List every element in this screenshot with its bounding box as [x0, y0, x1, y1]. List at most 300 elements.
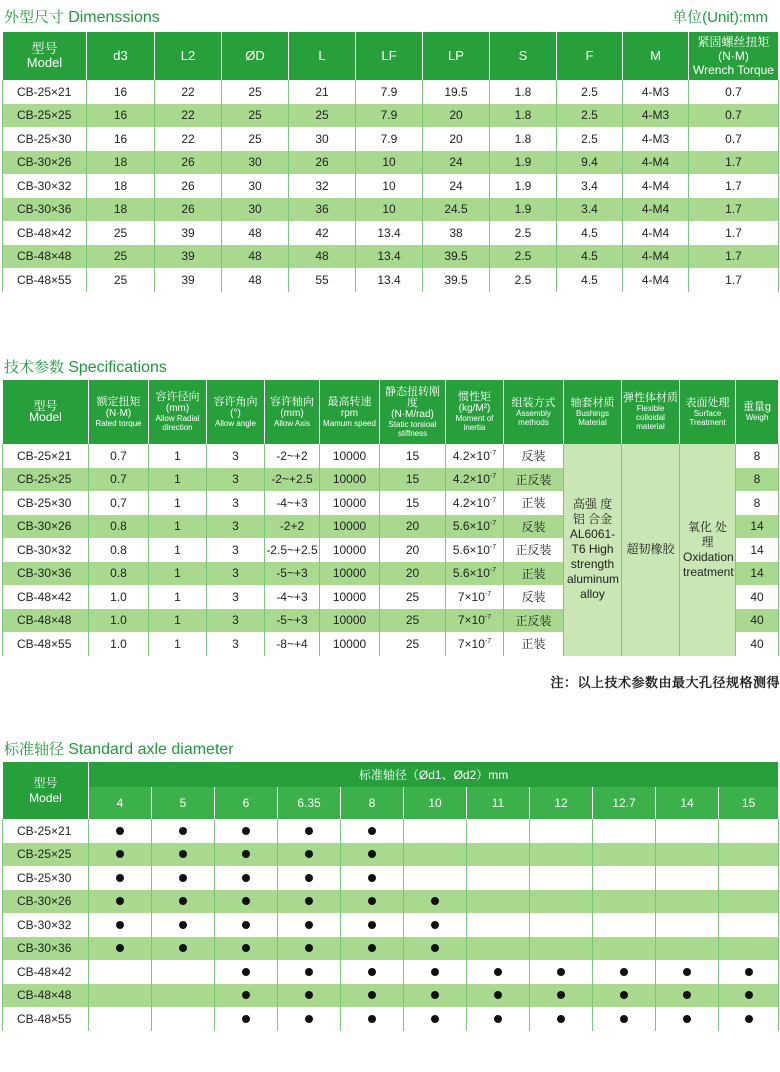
table-cell: 1.0 — [89, 632, 149, 656]
model-cell: CB-30×26 — [3, 890, 89, 914]
table-cell: 4.5 — [557, 221, 623, 245]
header-s: S — [490, 32, 557, 80]
available-dot-icon — [368, 968, 376, 976]
diameter-cell — [152, 843, 215, 867]
axle-header-model-cn: 型号 — [33, 775, 58, 790]
available-dot-icon — [745, 1015, 753, 1023]
inertia-value: 4.2×10 — [452, 448, 490, 463]
weight-cell: 8 — [736, 468, 779, 492]
table-cell: 2.5 — [490, 221, 557, 245]
diameter-cell — [467, 819, 530, 843]
diameter-cell — [530, 984, 593, 1008]
table-row — [3, 104, 779, 128]
diameter-cell — [278, 960, 341, 984]
table-cell: -5~+3 — [265, 562, 320, 586]
specs-header-en: Surface Treatment — [689, 408, 726, 427]
diameter-cell — [719, 1007, 779, 1031]
table-cell: 25 — [222, 80, 289, 104]
header-model-cn: 型号 — [31, 41, 58, 56]
diameter-cell — [152, 819, 215, 843]
diameter-cell — [278, 937, 341, 961]
available-dot-icon — [368, 874, 376, 882]
diameter-cell — [719, 937, 779, 961]
specs-header-cn: 容许径向 — [155, 391, 200, 403]
specs-header-5 — [320, 380, 380, 444]
table-cell: 42 — [289, 221, 356, 245]
table-cell: 7.9 — [356, 127, 423, 151]
table-row — [3, 221, 779, 245]
inertia-exponent: -7 — [489, 567, 497, 575]
table-cell: 1.8 — [490, 80, 557, 104]
specs-header-cn: 静态扭转刚度 — [385, 385, 440, 409]
specs-title-cn: 技术参数 — [4, 359, 65, 376]
inertia-exponent: -7 — [489, 543, 497, 551]
table-cell: 30 — [222, 174, 289, 198]
diameter-cell — [89, 890, 152, 914]
table-cell: 30 — [222, 198, 289, 222]
available-dot-icon — [116, 827, 124, 835]
table-cell: 48 — [222, 245, 289, 269]
inertia-exponent: -7 — [489, 496, 497, 504]
weight-cell: 14 — [736, 562, 779, 586]
table-row — [3, 245, 779, 269]
inertia-exponent: -7 — [489, 449, 497, 457]
table-cell: 正装 — [504, 632, 564, 656]
table-cell: 1.7 — [689, 198, 779, 222]
available-dot-icon — [431, 921, 439, 929]
available-dot-icon — [116, 897, 124, 905]
available-dot-icon — [431, 991, 439, 999]
diameter-cell — [152, 937, 215, 961]
available-dot-icon — [242, 921, 250, 929]
table-cell: 4.5 — [557, 245, 623, 269]
specs-header-cn: 容许轴向 — [270, 395, 314, 408]
table-cell: 3 — [207, 609, 265, 633]
table-cell: 1.7 — [689, 151, 779, 175]
specs-header-en: Allow angle — [215, 418, 256, 428]
header-torque-unit: (N·M) — [718, 49, 749, 63]
table-cell: 38 — [423, 221, 490, 245]
diameter-cell — [467, 843, 530, 867]
specs-header-cn: 额定扭矩 — [96, 395, 141, 408]
dimensions-table — [2, 32, 779, 292]
diameter-cell — [467, 890, 530, 914]
diameter-cell — [404, 866, 467, 890]
flexible-material-cell: 超韧橡胶 — [622, 444, 680, 656]
table-cell: 7.9 — [356, 80, 423, 104]
available-dot-icon — [179, 850, 187, 858]
available-dot-icon — [242, 874, 250, 882]
table-cell: 3 — [207, 632, 265, 656]
model-cell: CB-48×48 — [3, 609, 89, 633]
available-dot-icon — [431, 944, 439, 952]
table-cell: 1 — [149, 632, 207, 656]
model-cell: CB-48×42 — [3, 960, 89, 984]
axle-header-model-en: Model — [29, 790, 62, 805]
diameter-cell — [341, 937, 404, 961]
model-cell: CB-30×26 — [3, 151, 87, 175]
table-cell: 26 — [155, 198, 222, 222]
table-cell: 25 — [380, 632, 446, 656]
axle-table — [2, 762, 779, 1031]
table-cell: 1.0 — [89, 585, 149, 609]
table-cell: 1.7 — [689, 245, 779, 269]
model-cell: CB-25×25 — [3, 843, 89, 867]
available-dot-icon — [179, 827, 187, 835]
weight-cell: 8 — [736, 491, 779, 515]
diameter-cell — [656, 1007, 719, 1031]
table-cell: 25 — [87, 245, 155, 269]
diameter-cell — [719, 819, 779, 843]
table-cell: -2~+2 — [265, 444, 320, 468]
diameter-header: 4 — [89, 787, 152, 819]
table-cell: 24.5 — [423, 198, 490, 222]
table-cell: 25 — [380, 609, 446, 633]
diameter-cell — [467, 866, 530, 890]
available-dot-icon — [368, 1015, 376, 1023]
table-cell: 正反装 — [504, 538, 564, 562]
weight-cell: 40 — [736, 632, 779, 656]
available-dot-icon — [305, 968, 313, 976]
diameter-cell — [89, 866, 152, 890]
diameter-cell — [404, 937, 467, 961]
inertia-value: 7×10 — [457, 589, 485, 604]
diameter-cell — [656, 937, 719, 961]
diameter-cell — [341, 866, 404, 890]
available-dot-icon — [116, 850, 124, 858]
model-cell: CB-30×26 — [3, 515, 89, 539]
available-dot-icon — [494, 968, 502, 976]
table-cell: 2.5 — [557, 127, 623, 151]
specs-header-cn: 重量g — [742, 401, 772, 413]
diameter-cell — [593, 984, 656, 1008]
table-row — [3, 80, 779, 104]
table-cell: 0.7 — [689, 127, 779, 151]
table-cell: 3 — [207, 538, 265, 562]
inertia-value: 4.2×10 — [452, 472, 490, 487]
table-cell: 3 — [207, 562, 265, 586]
table-cell: 15 — [380, 444, 446, 468]
model-cell: CB-25×30 — [3, 127, 87, 151]
table-cell: 4-M4 — [623, 151, 689, 175]
model-cell: CB-25×25 — [3, 104, 87, 128]
table-cell: 7.9 — [356, 104, 423, 128]
table-cell: -2.5~+2.5 — [265, 538, 320, 562]
available-dot-icon — [305, 827, 313, 835]
available-dot-icon — [242, 968, 250, 976]
available-dot-icon — [431, 1015, 439, 1023]
diameter-cell — [719, 866, 779, 890]
diameter-header: 12.7 — [593, 787, 656, 819]
table-row — [3, 843, 779, 867]
diameter-cell — [152, 913, 215, 937]
available-dot-icon — [305, 897, 313, 905]
model-cell: CB-25×21 — [3, 444, 89, 468]
table-cell: 10000 — [320, 515, 380, 539]
diameter-cell — [530, 913, 593, 937]
weight-cell: 14 — [736, 538, 779, 562]
available-dot-icon — [620, 968, 628, 976]
diameter-cell — [278, 984, 341, 1008]
table-cell: -2+2 — [265, 515, 320, 539]
available-dot-icon — [179, 921, 187, 929]
diameter-cell — [278, 866, 341, 890]
table-cell: 21 — [289, 80, 356, 104]
table-cell: 20 — [423, 104, 490, 128]
available-dot-icon — [683, 1015, 691, 1023]
diameter-cell — [530, 866, 593, 890]
table-cell: 4-M4 — [623, 198, 689, 222]
diameter-cell — [404, 984, 467, 1008]
diameter-cell — [89, 1007, 152, 1031]
specs-header-unit: (mm) — [165, 403, 190, 414]
table-cell: 55 — [289, 268, 356, 292]
table-cell: 1 — [149, 515, 207, 539]
diameter-cell — [341, 1007, 404, 1031]
specs-header-4 — [265, 380, 320, 444]
table-cell — [446, 562, 504, 586]
diameter-cell — [593, 819, 656, 843]
diameter-cell — [278, 890, 341, 914]
specs-header-cn: 组装方式 — [511, 396, 556, 409]
diameter-cell — [152, 890, 215, 914]
diameter-cell — [278, 819, 341, 843]
table-cell: 10000 — [320, 468, 380, 492]
specs-header-unit: (N·M/rad) — [391, 408, 434, 420]
available-dot-icon — [494, 991, 502, 999]
diameter-cell — [593, 866, 656, 890]
available-dot-icon — [305, 991, 313, 999]
table-cell: 19.5 — [423, 80, 490, 104]
specs-header-cn: 轴套材质 — [570, 396, 615, 409]
specs-header-en: Mamum speed — [323, 418, 376, 428]
table-cell — [446, 632, 504, 656]
model-cell: CB-48×55 — [3, 268, 87, 292]
available-dot-icon — [179, 874, 187, 882]
table-cell: 4-M4 — [623, 221, 689, 245]
table-cell: 正装 — [504, 562, 564, 586]
model-cell: CB-48×48 — [3, 245, 87, 269]
table-cell: 反装 — [504, 585, 564, 609]
table-cell: 48 — [222, 221, 289, 245]
model-cell: CB-30×36 — [3, 198, 87, 222]
table-cell: 1.7 — [689, 221, 779, 245]
specs-header-unit: (kg/M²) — [458, 403, 491, 414]
specs-header-en: Flexible colloidal material — [636, 404, 665, 431]
table-cell: 48 — [289, 245, 356, 269]
diameter-cell — [341, 913, 404, 937]
dimensions-title — [4, 6, 160, 27]
table-cell: 0.7 — [89, 491, 149, 515]
table-cell: 1.9 — [490, 151, 557, 175]
available-dot-icon — [305, 1015, 313, 1023]
specs-header-12 — [736, 380, 779, 444]
table-cell: 39.5 — [423, 268, 490, 292]
diameter-cell — [215, 960, 278, 984]
weight-cell: 40 — [736, 585, 779, 609]
specs-header-unit: (N·M) — [105, 407, 132, 419]
diameter-header: 14 — [656, 787, 719, 819]
table-cell: 16 — [87, 80, 155, 104]
specs-note: 注：以上技术参数由最大孔径规格测得 — [550, 675, 780, 690]
table-cell: 正装 — [504, 491, 564, 515]
table-cell: 0.7 — [689, 80, 779, 104]
available-dot-icon — [368, 827, 376, 835]
diameter-cell — [404, 819, 467, 843]
table-cell: 0.8 — [89, 538, 149, 562]
specs-header-en: Bushings Material — [576, 408, 609, 427]
available-dot-icon — [368, 850, 376, 858]
header-model — [3, 32, 87, 80]
table-cell: 15 — [380, 491, 446, 515]
specs-header-en: Weigh — [745, 413, 769, 422]
axle-group-header: 标准轴径（Ød1、Ød2）mm — [89, 762, 779, 787]
table-cell: 10 — [356, 174, 423, 198]
diameter-cell — [215, 1007, 278, 1031]
table-cell: 3 — [207, 515, 265, 539]
table-cell: 25 — [87, 268, 155, 292]
axle-title — [4, 738, 234, 759]
dimensions-title-cn: 外型尺寸 — [4, 9, 65, 26]
diameter-cell — [719, 960, 779, 984]
diameter-cell — [341, 843, 404, 867]
table-cell: 18 — [87, 198, 155, 222]
diameter-cell — [278, 913, 341, 937]
specs-header-en: Static torsioal stiffness — [388, 419, 437, 438]
table-cell: 2.5 — [557, 104, 623, 128]
table-cell — [446, 609, 504, 633]
table-cell: 10000 — [320, 491, 380, 515]
inertia-exponent: -7 — [489, 520, 497, 528]
available-dot-icon — [368, 897, 376, 905]
table-cell: 10 — [356, 198, 423, 222]
available-dot-icon — [745, 968, 753, 976]
diameter-cell — [341, 984, 404, 1008]
diameter-cell — [530, 960, 593, 984]
diameter-cell — [656, 890, 719, 914]
table-cell: 39 — [155, 221, 222, 245]
table-cell: 30 — [289, 127, 356, 151]
specs-header-3 — [207, 380, 265, 444]
table-cell: 正反装 — [504, 468, 564, 492]
table-cell: 1 — [149, 444, 207, 468]
table-cell: 3.4 — [557, 174, 623, 198]
specs-header-0 — [3, 380, 89, 444]
specs-header-cn: 弹性体材质 — [623, 392, 678, 404]
diameter-cell — [467, 984, 530, 1008]
table-row — [3, 444, 779, 468]
diameter-cell — [530, 843, 593, 867]
table-cell: 16 — [87, 127, 155, 151]
table-cell: 18 — [87, 151, 155, 175]
diameter-cell — [341, 890, 404, 914]
table-cell: 1 — [149, 562, 207, 586]
diameter-cell — [215, 937, 278, 961]
diameter-cell — [404, 960, 467, 984]
diameter-cell — [89, 960, 152, 984]
diameter-cell — [656, 866, 719, 890]
inertia-value: 5.6×10 — [452, 519, 490, 534]
unit-label: 单位(Unit):mm — [672, 9, 768, 26]
table-cell: 20 — [380, 538, 446, 562]
diameter-cell — [593, 1007, 656, 1031]
table-cell: 3 — [207, 444, 265, 468]
inertia-value: 7×10 — [457, 613, 485, 628]
available-dot-icon — [242, 897, 250, 905]
header-l2: L2 — [155, 32, 222, 80]
available-dot-icon — [242, 991, 250, 999]
inertia-exponent: -7 — [489, 473, 497, 481]
table-row — [3, 819, 779, 843]
table-cell — [446, 515, 504, 539]
table-cell: 24 — [423, 174, 490, 198]
diameter-cell — [152, 960, 215, 984]
table-cell: 39 — [155, 268, 222, 292]
table-cell: 1 — [149, 538, 207, 562]
diameter-cell — [656, 913, 719, 937]
diameter-cell — [215, 819, 278, 843]
model-cell: CB-48×42 — [3, 585, 89, 609]
table-cell: 13.4 — [356, 245, 423, 269]
table-cell — [446, 444, 504, 468]
dimensions-header-row — [3, 32, 779, 80]
diameter-cell — [656, 819, 719, 843]
table-row — [3, 127, 779, 151]
table-cell: 3 — [207, 585, 265, 609]
diameter-cell — [89, 843, 152, 867]
available-dot-icon — [242, 944, 250, 952]
table-cell: 1.9 — [490, 198, 557, 222]
table-cell: 15 — [380, 468, 446, 492]
table-cell: 1.9 — [490, 174, 557, 198]
table-cell: 26 — [289, 151, 356, 175]
diameter-cell — [530, 937, 593, 961]
model-cell: CB-30×36 — [3, 562, 89, 586]
model-cell: CB-30×32 — [3, 913, 89, 937]
model-cell: CB-48×55 — [3, 1007, 89, 1031]
model-cell: CB-25×21 — [3, 819, 89, 843]
diameter-cell — [152, 1007, 215, 1031]
specs-header-2 — [149, 380, 207, 444]
table-cell: 反装 — [504, 515, 564, 539]
table-cell: 26 — [155, 174, 222, 198]
available-dot-icon — [179, 897, 187, 905]
diameter-cell — [89, 819, 152, 843]
table-cell: -4~+3 — [265, 491, 320, 515]
table-cell: 3 — [207, 468, 265, 492]
table-cell: 3.4 — [557, 198, 623, 222]
table-cell: 4-M3 — [623, 80, 689, 104]
table-cell: 36 — [289, 198, 356, 222]
diameter-cell — [215, 984, 278, 1008]
header-f: F — [557, 32, 623, 80]
table-row — [3, 890, 779, 914]
table-cell: -5~+3 — [265, 609, 320, 633]
diameter-cell — [404, 913, 467, 937]
table-cell: -2~+2.5 — [265, 468, 320, 492]
table-cell: 4-M3 — [623, 104, 689, 128]
available-dot-icon — [305, 921, 313, 929]
available-dot-icon — [116, 874, 124, 882]
available-dot-icon — [368, 921, 376, 929]
table-cell: 4-M3 — [623, 127, 689, 151]
table-cell: 1.0 — [89, 609, 149, 633]
table-cell: 0.7 — [89, 468, 149, 492]
diameter-cell — [593, 913, 656, 937]
model-cell: CB-25×25 — [3, 468, 89, 492]
table-row — [3, 198, 779, 222]
available-dot-icon — [683, 991, 691, 999]
